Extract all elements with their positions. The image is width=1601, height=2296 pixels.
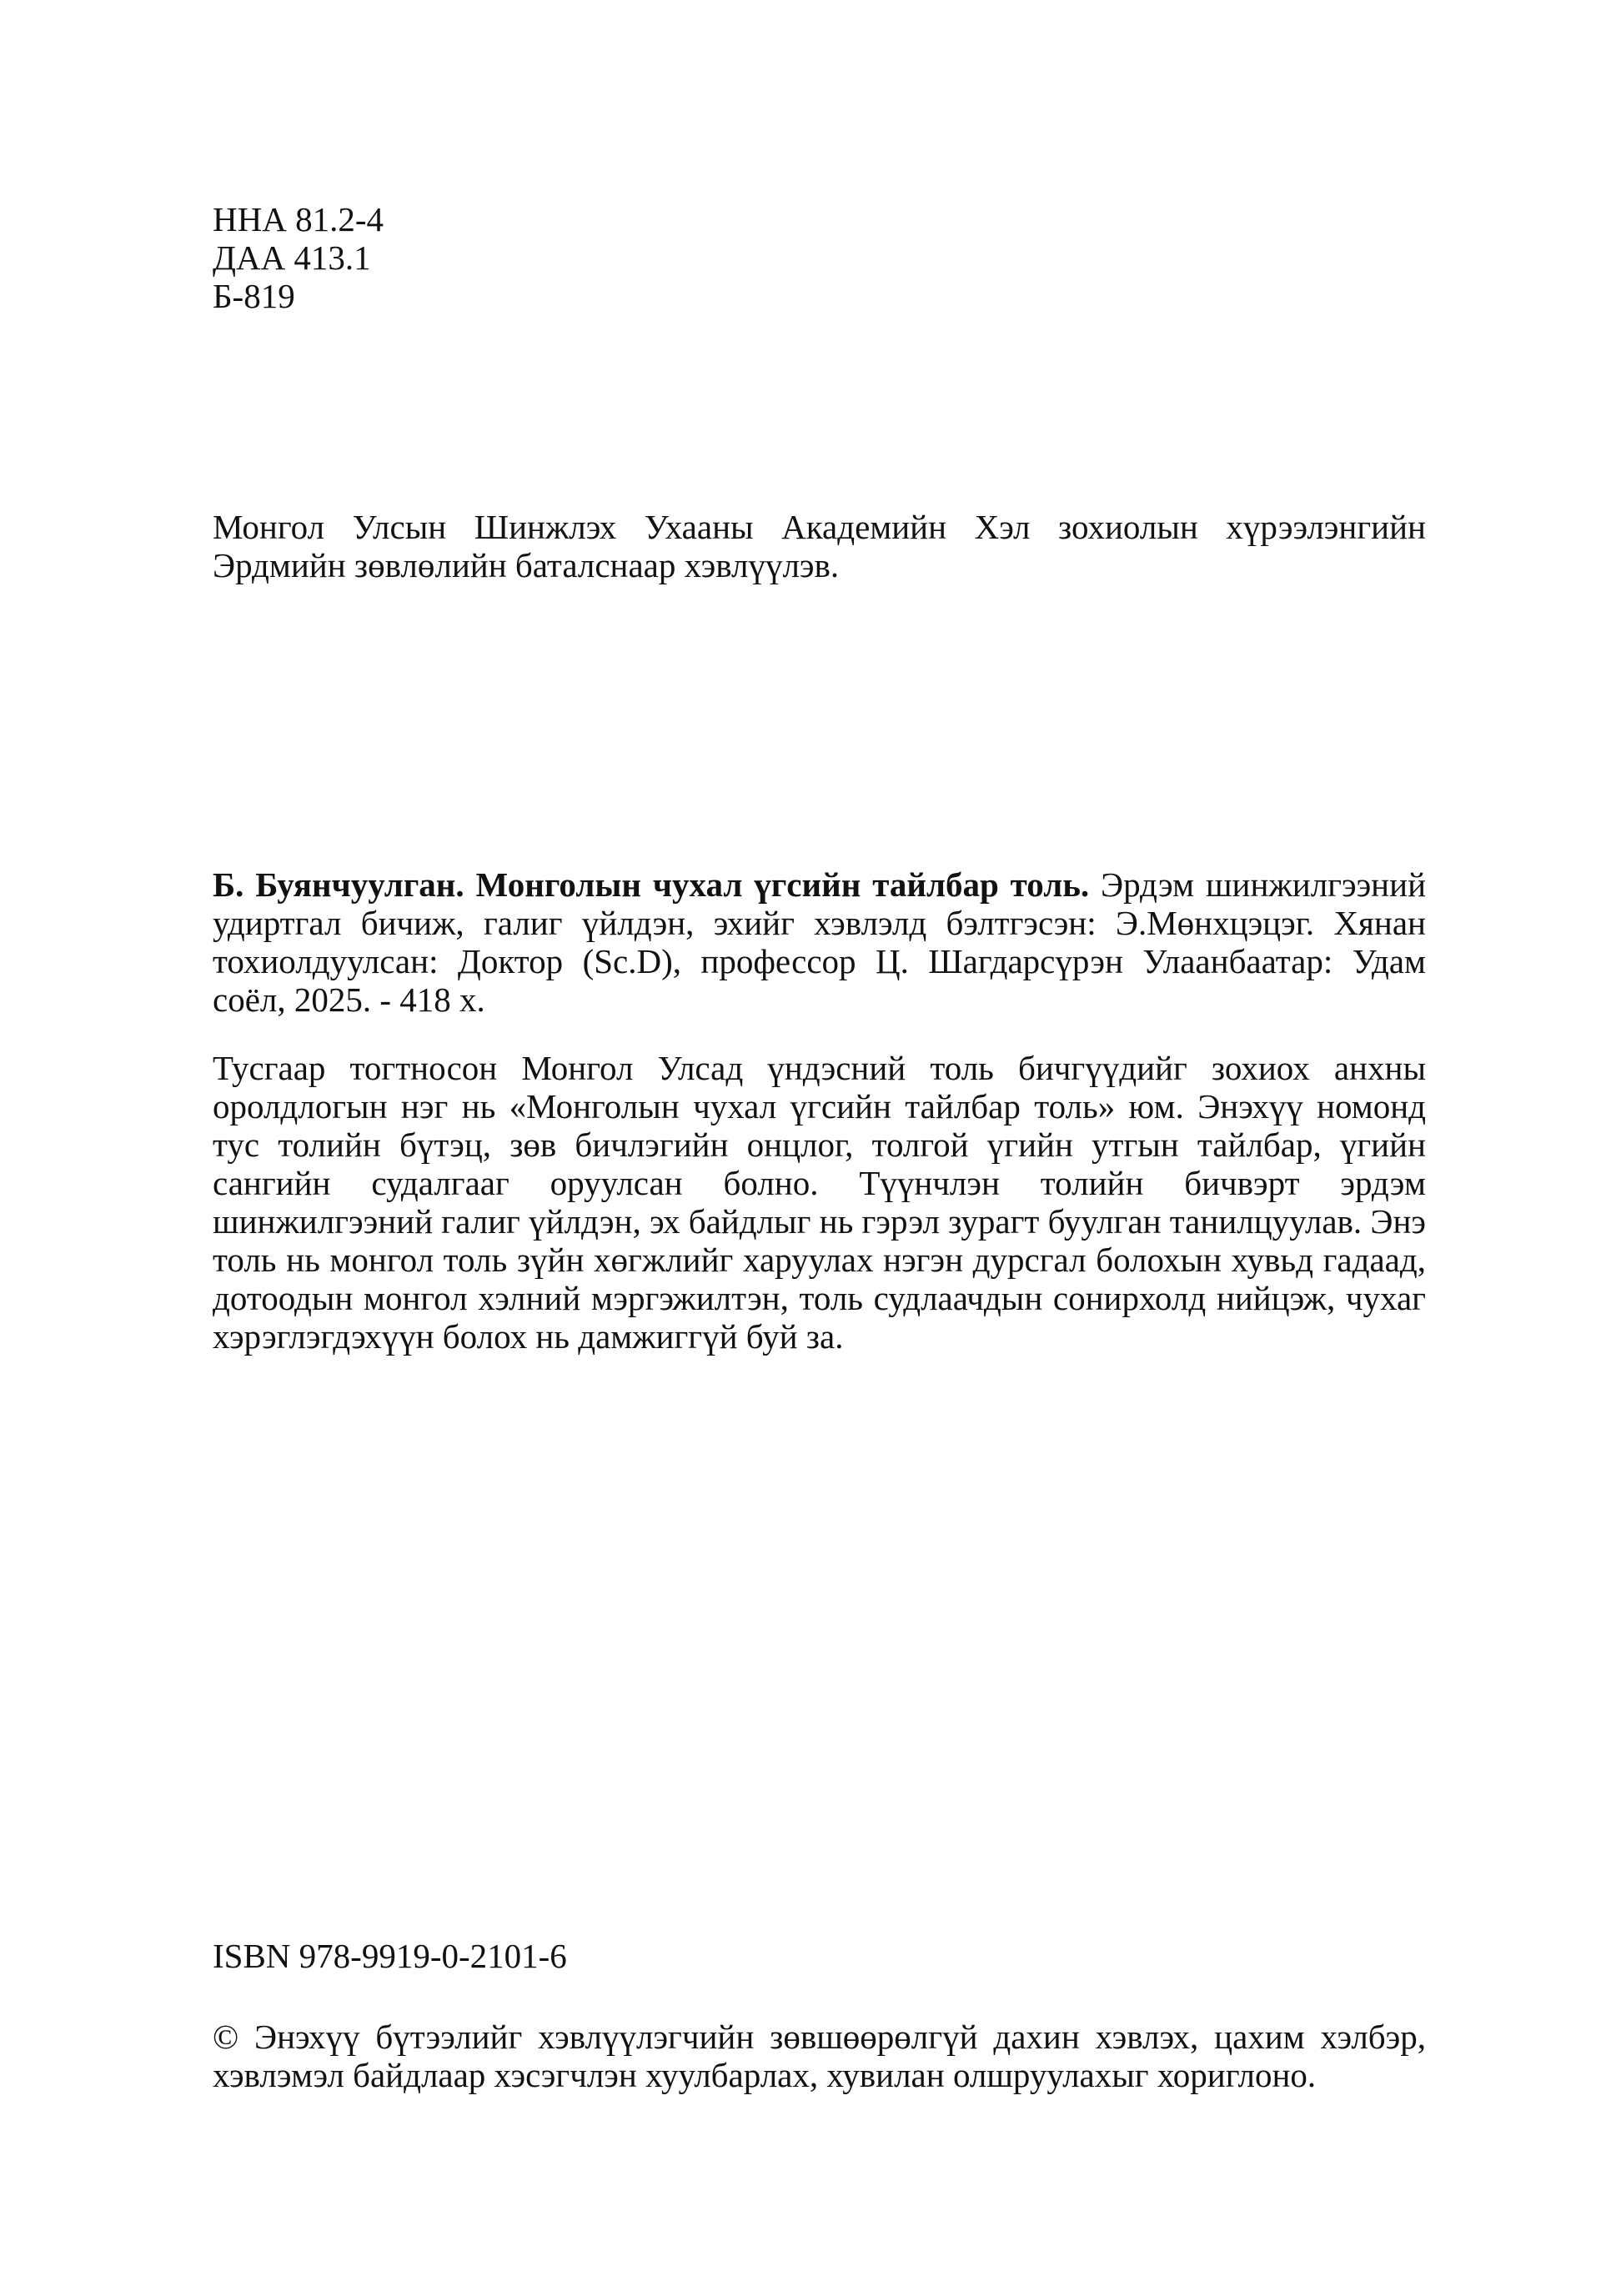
classification-line-daa: ДАА 413.1 xyxy=(213,238,371,277)
abstract-paragraph: Тусгаар тогтносон Монгол Улсад үндэсний толь бичгүүдийг зохиох анхны оролдлогын нэг нь «Монголын чухал үгсийн тайлбар толь» юм. Энэхүү номонд тус толийн бүтэц, зөв бичлэгийн онцлог, толгой үгийн утгын тайлбар, үгийн сангийн судалгааг оруулсан болно. Түүнчлэн толийн бичвэрт эрдэм шинжилгээний галиг үйлдэн, эх байдлыг нь гэрэл зурагт буулган танилцуулав. Энэ толь нь монгол толь зүйн хөгжлийг харуулах нэгэн дурсгал болохын хувьд гадаад, дотоодын монгол хэлний мэргэжилтэн, толь судлаачдын сонирхолд нийцэж, чухаг хэрэглэгдэхүүн болох нь дамжиггүй буй за. xyxy=(213,1049,1426,1356)
isbn-line: ISBN 978-9919-0-2101-6 xyxy=(213,1937,567,1975)
approval-paragraph: Монгол Улсын Шинжлэх Ухааны Академийн Хэл зохиолын хүрээлэнгийн Эрдмийн зөвлөлийн баталснаар хэвлүүлэв. xyxy=(213,508,1426,584)
classification-block xyxy=(213,200,1426,315)
bibliography-details: Эрдэм шинжилгээний удиртгал бичиж, галиг үйлдэн, эхийг хэвлэлд бэлтгэсэн: Э.Мөнхцэцэг. Хянан тохиолдуулсан: Доктор (Sc.D), профессор Ц. Шагдарсүрэн Улаанбаатар: Удам соёл, 2025. - 418 х. xyxy=(213,865,1427,1019)
classification-line-author-code: Б-819 xyxy=(213,277,295,315)
book-title-bold: Б. Буянчуулган. Монголын чухал үгсийн тайлбар толь. xyxy=(213,865,1090,904)
classification-line-nna: ННА 81.2-4 xyxy=(213,200,384,238)
bibliography-paragraph xyxy=(213,865,1426,1019)
copyright-paragraph: © Энэхүү бүтээлийг хэвлүүлэгчийн зөвшөөрөлгүй дахин хэвлэх, цахим хэлбэр, хэвлэмэл байдлаар хэсэгчлэн хуулбарлах, хувилан олшруулахыг хориглоно. xyxy=(213,2018,1426,2094)
